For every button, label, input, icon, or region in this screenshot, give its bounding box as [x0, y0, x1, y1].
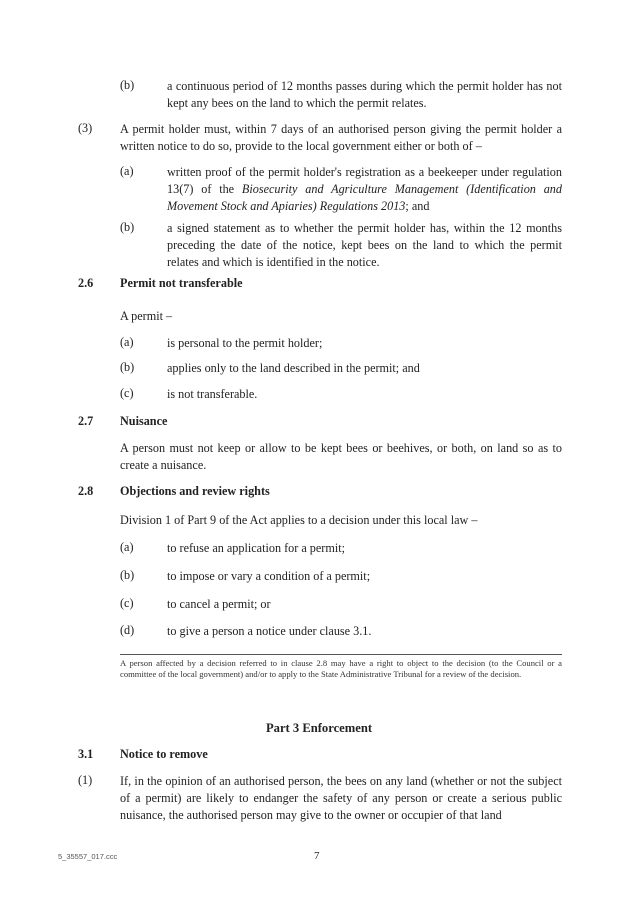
item-label: (a): [120, 540, 134, 554]
paragraph: A person must not keep or allow to be kept bees or beehives, or both, on land so as to create a nuisance.: [120, 441, 562, 472]
list-item: is not transferable.: [167, 387, 258, 401]
section-number: 2.7: [78, 414, 94, 428]
section-number: 2.6: [78, 276, 94, 290]
subclause-label: (1): [78, 773, 93, 787]
subclause-label: (3): [78, 121, 93, 135]
item-label: (a): [120, 164, 134, 178]
paragraph: [167, 164, 562, 215]
text-run: ; and: [405, 199, 430, 213]
list-item: to cancel a permit; or: [167, 597, 271, 611]
section-heading: Objections and review rights: [120, 484, 270, 498]
section-heading: Permit not transferable: [120, 276, 243, 290]
item-label: (b): [120, 568, 135, 582]
page-number: 7: [314, 850, 320, 862]
section-heading: Notice to remove: [120, 747, 208, 761]
list-item: to impose or vary a condition of a permit;: [167, 569, 371, 583]
explanatory-note: A person affected by a decision referred to in clause 2.8 may have a right to object to the decision (to the Council or a committee of the local government) and/or to apply to the State Administrative Tribunal for a review of the decision.: [120, 654, 562, 680]
list-item: is personal to the permit holder;: [167, 336, 323, 350]
text-run: written proof of the permit holder's registration as a beekeeper under regulation 13(7) of the: [167, 165, 562, 196]
item-label: (b): [120, 220, 135, 234]
section-number: 2.8: [78, 484, 94, 498]
paragraph: a signed statement as to whether the permit holder has, within the 12 months preceding the date of the notice, kept bees on the land to which the permit relates and which is identified in the notice.: [167, 221, 562, 269]
item-label: (c): [120, 596, 134, 610]
paragraph: A permit –: [120, 309, 173, 323]
list-item: to give a person a notice under clause 3.1.: [167, 624, 372, 638]
part-heading: Part 3 Enforcement: [265, 721, 373, 735]
item-label: (c): [120, 386, 134, 400]
paragraph: Division 1 of Part 9 of the Act applies to a decision under this local law –: [120, 513, 478, 527]
item-label: (a): [120, 335, 134, 349]
paragraph: A permit holder must, within 7 days of an authorised person giving the permit holder a written notice to do so, provide to the local government either or both of –: [120, 122, 562, 153]
section-number: 3.1: [78, 747, 94, 761]
document-code: 5_35557_017.ccc: [58, 852, 118, 861]
paragraph: If, in the opinion of an authorised person, the bees on any land (whether or not the subject of a permit) are likely to endanger the safety of any person or create a serious public nuisance, the authorised person may give to the owner or occupier of that land: [120, 774, 562, 822]
list-item: to refuse an application for a permit;: [167, 541, 346, 555]
item-label: (b): [120, 78, 135, 92]
regulation-title: Biosecurity and Agriculture Management (Identification and Movement Stock and Apiaries) Regulations 2013: [167, 182, 562, 213]
item-label: (d): [120, 623, 135, 637]
paragraph: a continuous period of 12 months passes during which the permit holder has not kept any bees on the land to which the permit relates.: [167, 79, 562, 110]
section-heading: Nuisance: [120, 414, 168, 428]
item-label: (b): [120, 360, 135, 374]
list-item: applies only to the land described in the permit; and: [167, 361, 420, 375]
